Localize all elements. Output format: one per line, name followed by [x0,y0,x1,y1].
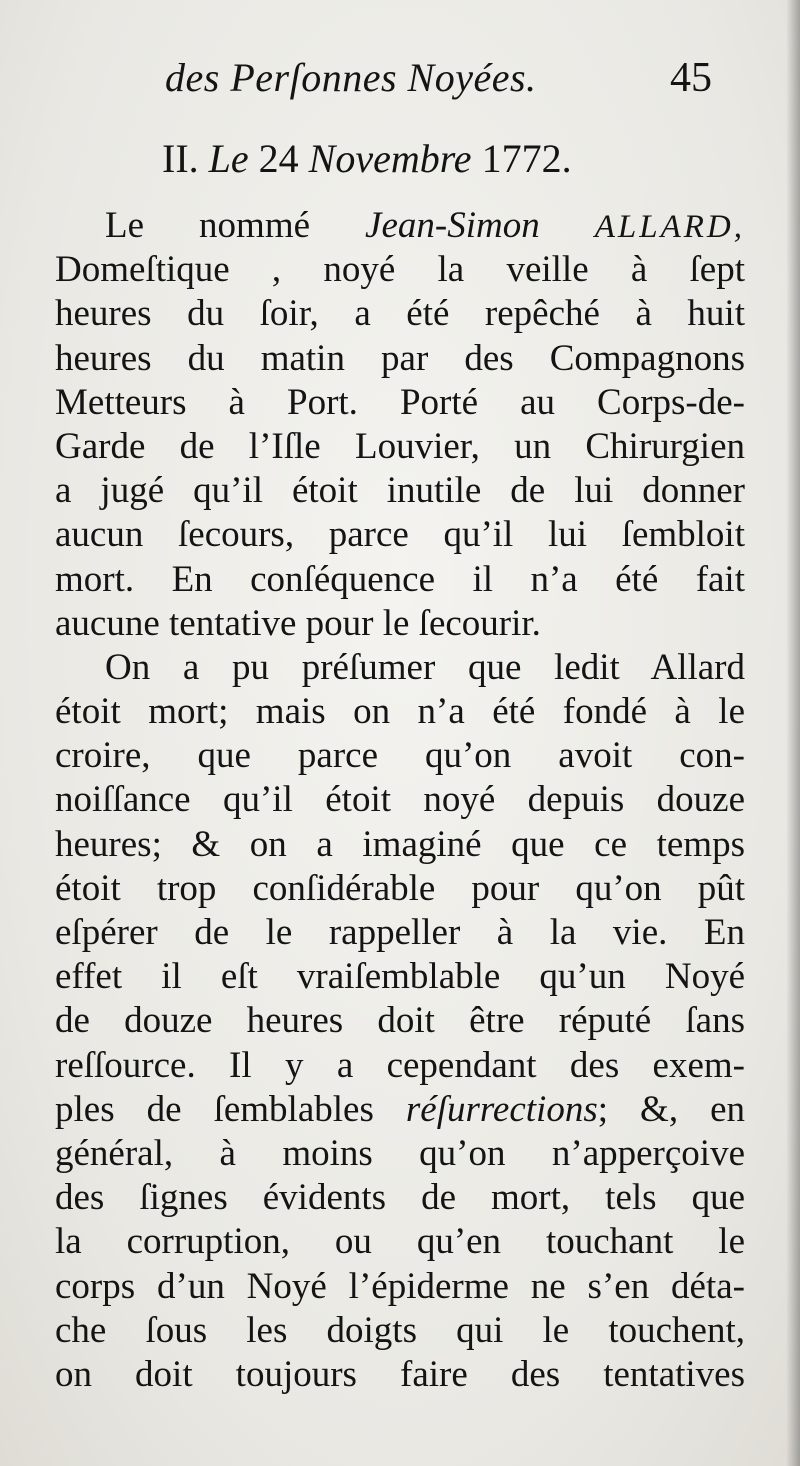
text-line: étoit mort; mais on n’a été fondé à le [55,691,745,733]
text-line: Domeſtique , noyé la veille à ſept [55,249,745,291]
text-line: général, à moins qu’on n’apperçoive [55,1132,745,1174]
page-header [165,48,745,108]
text-line: croire, que parce qu’on avoit con- [55,735,745,777]
text-line: étoit trop conſidérable pour qu’on pût [55,867,745,909]
text-line: aucune tentative pour le ſecourir. [55,602,541,644]
entry-number: II. [162,136,199,181]
entry-heading [162,132,572,186]
text-line: heures; & on a imaginé que ce temps [55,823,745,865]
page-number: 45 [670,55,712,101]
text-line: Metteurs à Port. Porté au Corps-de- [55,381,745,423]
text-line: Garde de l’Iſle Louvier, un Chirurgien [55,425,745,467]
text-line: la corruption, ou qu’en touchant le [55,1221,745,1263]
text-line: on doit toujours faire des tentatives [55,1353,745,1395]
text-line: Le nommé Jean-Simon ALLARD, [105,205,745,246]
text-line: a jugé qu’il étoit inutile de lui donner [55,470,745,512]
text-line: mort. En conſéquence il n’a été fait [55,558,745,600]
text-line: aucun ſecours, parce qu’il lui ſembloit [55,514,745,556]
text-line: ples de ſemblables réſurrections; &, en [55,1088,746,1130]
text-line: reſſource. Il y a cependant des exem- [55,1044,745,1086]
text-line: des ſignes évidents de mort, tels que [55,1177,745,1219]
body-text [55,204,745,1397]
text-line: che ſous les doigts qui le touchent, [55,1309,745,1351]
text-line: de douze heures doit être réputé ſans [55,1000,745,1042]
text-line: On a pu préſumer que ledit Allard [105,646,745,688]
text-line: effet il eſt vraiſemblable qu’un Noyé [55,956,745,998]
page-edge-shadow [786,0,800,1466]
entry-date-month: Novembre [308,136,472,181]
entry-date-year: 1772. [481,136,572,181]
text-line: corps d’un Noyé l’épiderme ne s’en déta- [55,1265,745,1307]
text-line: noiſſance qu’il étoit noyé depuis douze [55,779,745,821]
text-line: heures du matin par des Compagnons [55,337,745,379]
text-line: eſpérer de le rappeller à la vie. En [55,912,745,953]
text-line: heures du ſoir, a été repêché à huit [55,293,745,335]
entry-date-day: 24 [258,136,299,181]
entry-date-prefix: Le [208,136,249,181]
running-title: des Perſonnes Noyées. [165,55,537,100]
